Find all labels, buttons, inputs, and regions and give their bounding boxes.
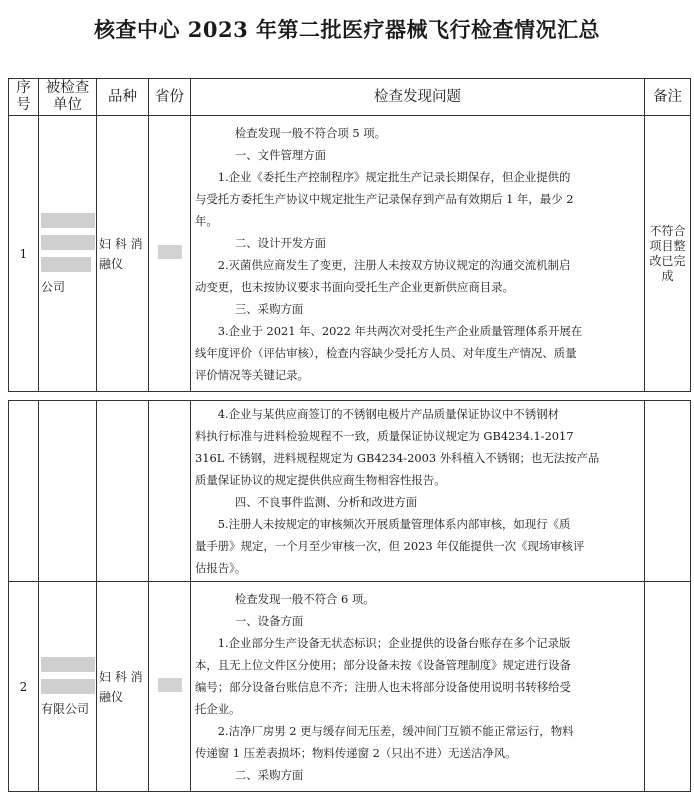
header-index: 序 号 — [9, 79, 39, 116]
variety-cell: 妇 科 消 融仪 — [97, 116, 149, 392]
redacted-text — [41, 679, 95, 694]
header-findings: 检查发现问题 — [191, 79, 645, 116]
unit-suffix: 有限公司 — [41, 701, 90, 716]
header-unit: 被检查 单位 — [39, 79, 97, 116]
table-row — [9, 116, 691, 392]
redacted-text — [41, 235, 95, 250]
row-index: 1 — [9, 116, 39, 392]
findings-cell: 检查发现一般不符合 6 项。 一、设备方面 1.企业部分生产设备无状态标识；企业提供的设备台账存在多个记录版 本，且无上位文件区分使用；部分设备未按《设备管理制度》规定进行设备 编号；部分设备台账信息不齐；注册人也未将部分设备使用说明书转移给受 托企业。 2.洁净厂房男 2 更与缓存间无压差，缓冲间门互锁不能正常运行，物料 传递窗 1 压差表损坏；物料传递窗 2（只出不进）无送洁净风。 二、采购方面 — [191, 582, 645, 792]
redacted-text — [41, 657, 95, 672]
province-cell — [149, 116, 191, 392]
remarks-cell — [645, 401, 691, 582]
header-variety: 品种 — [97, 79, 149, 116]
variety-cell — [97, 401, 149, 582]
table-header-row — [9, 79, 691, 116]
findings-cell: 检查发现一般不符合项 5 项。 一、文件管理方面 1.企业《委托生产控制程序》规定批生产记录长期保存，但企业提供的 与受托方委托生产协议中规定批生产记录保存到产品有效期后 1 年，最少 2 年。 二、设计开发方面 2.灭菌供应商发生了变更，注册人未按双方协议规定的沟通交流机制启 动变更，也未按协议要求书面向受托生产企业更新供应商目录。 三、采购方面 3.企业于 2021 年、2022 年共两次对受托生产企业质量管理体系开展在 线年度评价（评估审核），检查内容缺少受托方人员、对年度生产情况、质量 评价情况等关键记录。 — [191, 116, 645, 392]
remarks-cell: 不符合 项目整 改已完 成 — [645, 116, 691, 392]
inspected-unit — [39, 582, 97, 792]
table-row — [9, 582, 691, 792]
remarks-cell — [645, 582, 691, 792]
inspected-unit — [39, 401, 97, 582]
variety-cell: 妇 科 消 融仪 — [97, 582, 149, 792]
redacted-province — [158, 245, 182, 259]
header-province: 省份 — [149, 79, 191, 116]
findings-cell: 4.企业与某供应商签订的不锈钢电极片产品质量保证协议中不锈钢材 料执行标准与进料检验规程不一致，质量保证协议规定为 GB4234.1-2017 316L 不锈钢，进料规程规定为 GB4234-2003 外科植入不锈钢；也无法按产品 质量保证协议的规定提供供应商生物相容性报告。 四、不良事件监测、分析和改进方面 5.注册人未按规定的审核频次开展质量管理体系内部审核，如现行《质 量手册》规定，一个月至少审核一次，但 2023 年仅能提供一次《现场审核评 估报告》。 — [191, 401, 645, 582]
table-row — [9, 401, 691, 582]
page-title: 核查中心 2023 年第二批医疗器械飞行检查情况汇总 — [93, 17, 601, 42]
row-index: 2 — [9, 582, 39, 792]
inspection-table — [8, 78, 691, 792]
redacted-text — [41, 257, 91, 272]
unit-suffix: 公司 — [41, 279, 66, 294]
row-index — [9, 401, 39, 582]
province-cell — [149, 582, 191, 792]
inspected-unit — [39, 116, 97, 392]
redacted-text — [41, 213, 95, 228]
header-remarks: 备注 — [645, 79, 691, 116]
redacted-province — [158, 678, 182, 692]
province-cell — [149, 401, 191, 582]
page-break-gap — [9, 392, 691, 401]
